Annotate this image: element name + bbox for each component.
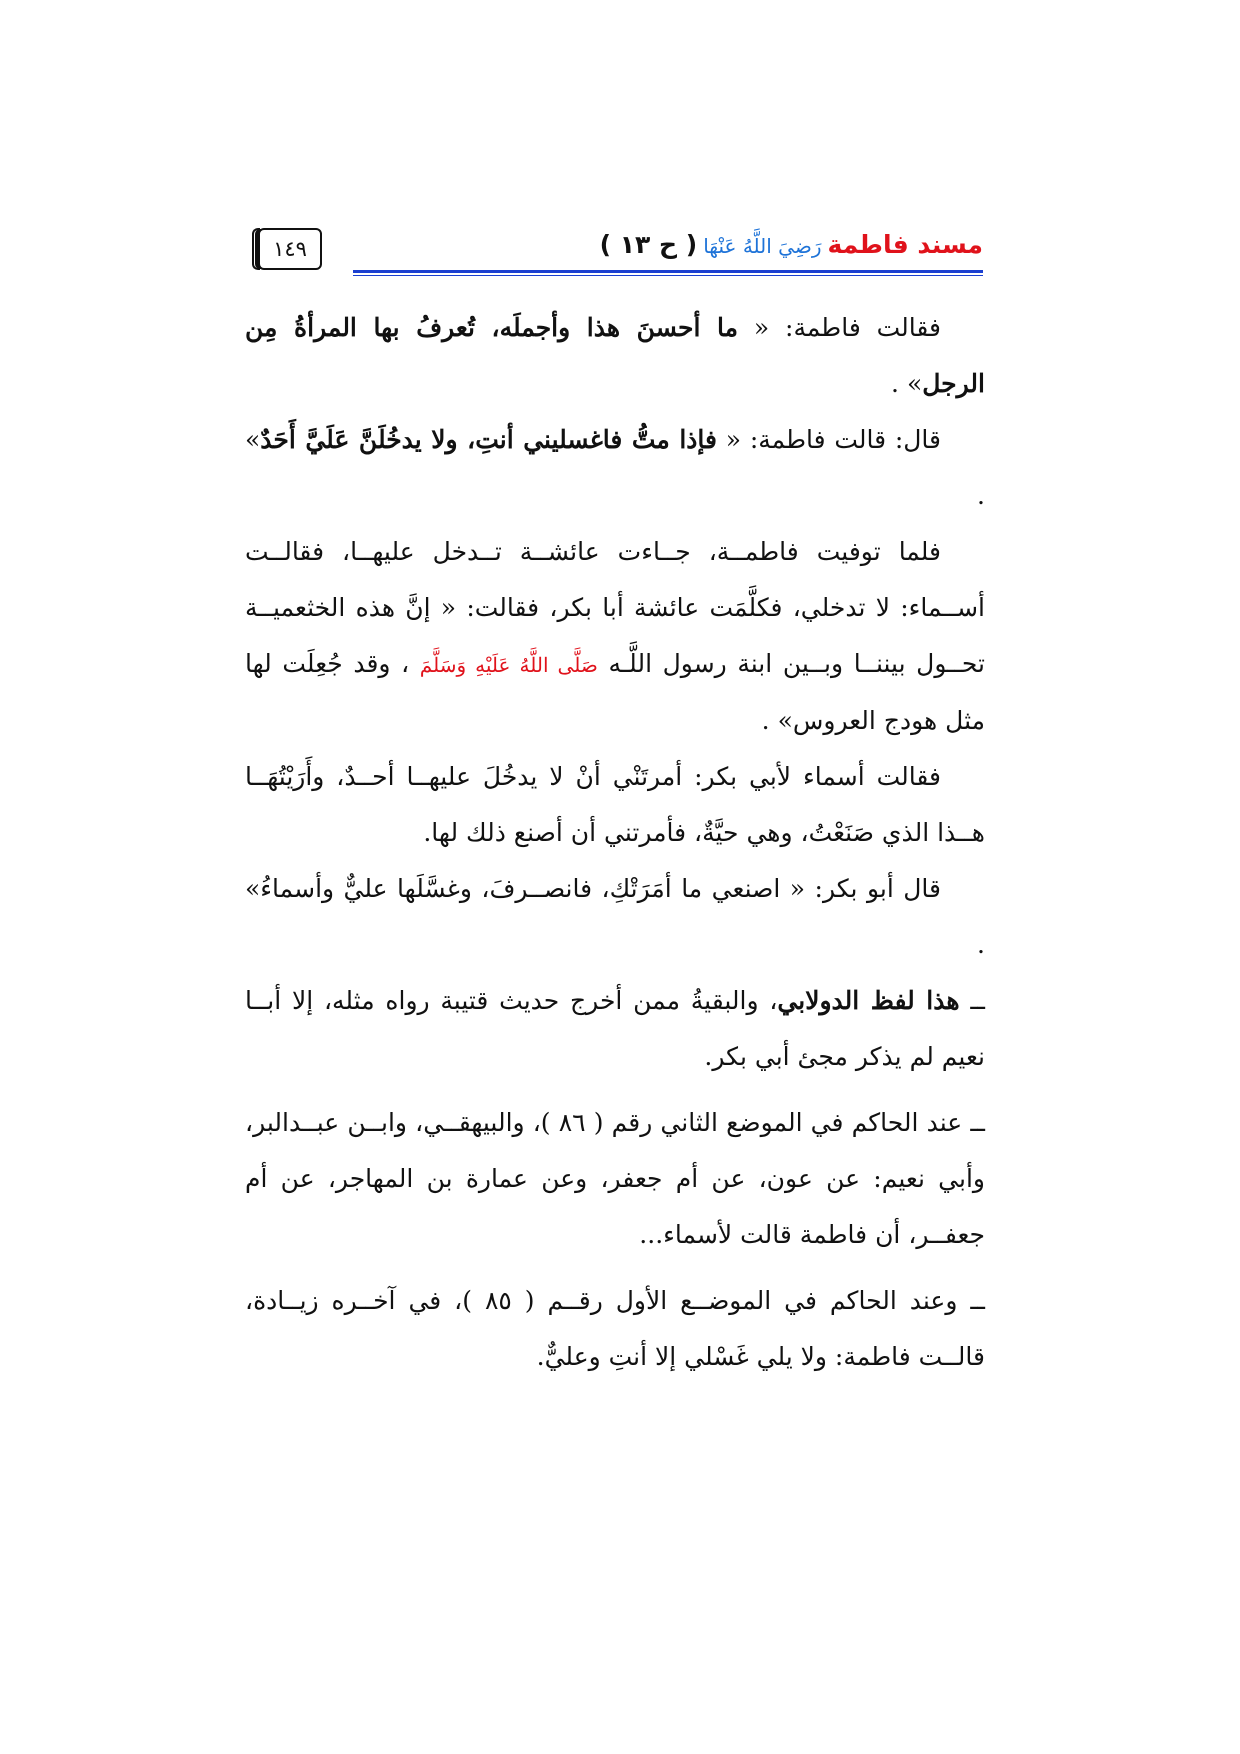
paragraph-2	[245, 412, 985, 524]
p6-dash: ــ	[959, 986, 985, 1015]
p3-end: ، وقد جُعِلَت لها مثل هودج العروس» .	[245, 649, 985, 735]
p1-close: » .	[891, 369, 923, 398]
honorific: رَضِيَ اللَّهُ عَنْهَا	[703, 234, 822, 258]
page-number: ١٤٩	[258, 228, 322, 270]
salla-phrase: صَلَّى اللَّهُ عَلَيْهِ وَسَلَّمَ	[419, 653, 598, 677]
paragraph-1	[245, 300, 985, 412]
body-text	[245, 300, 985, 1385]
paragraph-5: قال أبو بكر: « اصنعي ما أمَرَتْكِ، فانصــرفَ، وغسَّلَها عليٌّ وأسماءُ» .	[245, 874, 985, 959]
paragraph-4: فقالت أسماء لأبي بكر: أمرتَنْي أنْ لا يدخُلَ عليهــا أحــدٌ، وأَرَيْتُهَــا هــذا الذي صَنَعْتُ، وهي حيَّةٌ، فأمرتني أن أصنع ذلك لها.	[245, 762, 985, 847]
paragraph-8: ــ وعند الحاكم في الموضــع الأول رقــم ( ٨٥ )، في آخــره زيــادة، قالــت فاطمة: ولا يلي غَسْلي إلا أنتِ وعليٌّ.	[245, 1286, 985, 1371]
paragraph-7: ــ عند الحاكم في الموضع الثاني رقم ( ٨٦ )، والبيهقــي، وابــن عبــدالبر، وأبي نعيم: عن عون، عن أم جعفر، وعن عمارة بن المهاجر، عن أم جعفــر، أن فاطمة قالت لأسماء...	[245, 1108, 985, 1249]
p6-bold: هذا لفظ الدولابي	[777, 986, 960, 1015]
p1-quote: ما أحسنَ هذا وأجملَه، تُعرفُ بها المرأةُ مِن الرجل	[245, 313, 985, 398]
header-rule	[353, 270, 983, 276]
p6-text: ، والبقيةُ ممن أخرج حديث قتيبة رواه مثله، إلا أبــا نعيم لم يذكر مجئ أبي بكر.	[245, 986, 985, 1071]
volume-label: ( ح ١٣ )	[599, 230, 698, 259]
page-header	[258, 228, 983, 280]
book-title: مسند فاطمة	[827, 230, 983, 259]
p2-quote: فإذا متُّ فاغسليني أنتِ، ولا يدخُلَنَّ عَلَيَّ أَحَدٌ	[260, 425, 717, 454]
paragraph-6	[245, 973, 985, 1085]
p2-intro: قال: قالت فاطمة: «	[716, 425, 942, 454]
p3-text: فلما توفيت فاطمــة، جــاءت عائشــة تــدخل عليهــا، فقالــت أســماء: لا تدخلي، فكلَّمَت عائشة أبا بكر، فقالت: « إنَّ هذه الخثعميــة تحــول بيننــا وبــين ابنة رسول اللَّـه	[245, 537, 985, 678]
p1-intro: فقالت فاطمة: «	[738, 313, 942, 342]
p2-close: » .	[245, 425, 985, 510]
paragraph-3	[245, 524, 985, 749]
running-title	[600, 230, 983, 259]
